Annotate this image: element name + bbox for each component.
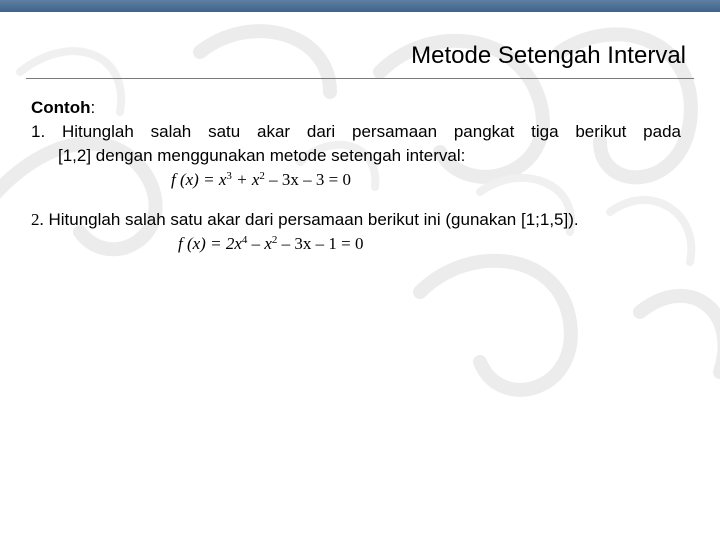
question-2-formula — [31, 232, 681, 256]
question-1-line-1 — [31, 120, 681, 144]
example-heading — [31, 96, 681, 120]
formula-2-exp-2: 2 — [271, 234, 278, 246]
slide-content — [31, 96, 681, 256]
question-1-line-2: [1,2] dengan menggunakan metode setengah interval: — [58, 146, 466, 165]
question-1-formula — [31, 168, 681, 192]
example-heading-label: Contoh — [31, 98, 91, 117]
question-1-number: 1. — [31, 122, 46, 141]
question-1-text: Hitunglah salah satu akar dari persamaan pangkat tiga berikut pada — [62, 122, 681, 141]
example-heading-colon: : — [90, 98, 96, 117]
formula-1-lhs: f (x) = x — [171, 170, 227, 189]
formula-1-exp-2: 2 — [259, 170, 265, 182]
formula-1-mid: + x — [231, 170, 260, 189]
formula-2-lhs: f (x) = 2x — [178, 234, 242, 253]
question-2-text: Hitunglah salah satu akar dari persamaan berikut ini (gunakan [1;1,5]). — [48, 210, 579, 229]
formula-2-mid: – x — [247, 234, 272, 253]
background-swirl-watermark — [0, 12, 720, 540]
formula-1-rest: – 3x – 3 = 0 — [264, 170, 351, 189]
formula-2-exp-1: 4 — [241, 234, 248, 246]
slide-title: Metode Setengah Interval — [411, 42, 686, 69]
title-divider — [26, 78, 694, 79]
formula-1-exp-1: 3 — [226, 170, 232, 182]
question-2-number: 2. — [31, 210, 44, 229]
question-2-line — [31, 208, 681, 232]
formula-2-rest: – 3x – 1 = 0 — [277, 234, 364, 253]
top-bar — [0, 0, 720, 12]
